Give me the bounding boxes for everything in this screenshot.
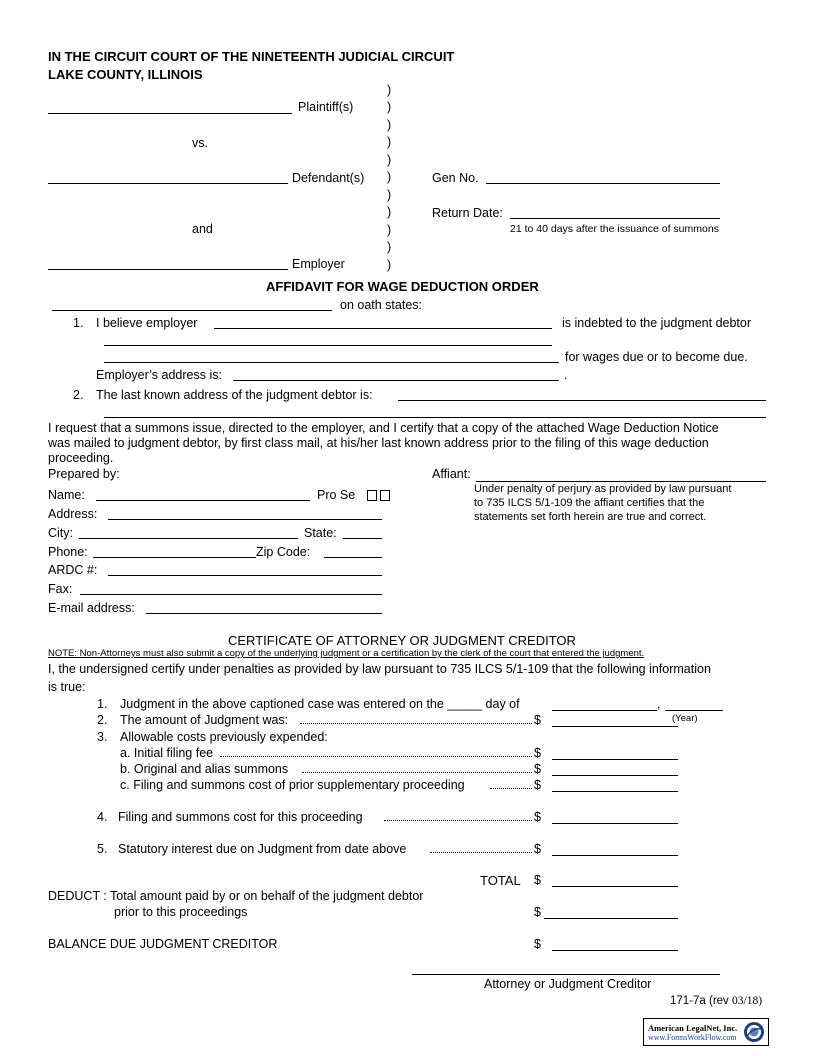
certificate-intro-1: I, the undersigned certify under penalties as provided by law pursuant to 735 ILCS 5/1-109 that the following information <box>48 662 711 676</box>
dollar-sign: $ <box>534 842 541 856</box>
paren: ) <box>387 240 392 254</box>
period: . <box>564 368 568 382</box>
affiant-label: Affiant: <box>432 467 471 481</box>
paren: ) <box>387 153 392 167</box>
item1-indebted: is indebted to the judgment debtor <box>562 316 752 330</box>
debtor-address-field[interactable] <box>398 400 766 401</box>
pro-se-checkbox-yes[interactable] <box>367 490 377 501</box>
dollar-sign: $ <box>534 937 541 951</box>
phone-field[interactable] <box>93 557 256 558</box>
debtor-address-field-2[interactable] <box>104 417 766 418</box>
dollar-sign: $ <box>534 810 541 824</box>
deduct-line-2: prior to this proceedings <box>114 905 248 919</box>
oath-label: on oath states: <box>340 298 423 312</box>
zip-field[interactable] <box>324 557 382 558</box>
and-label: and <box>192 222 213 236</box>
paren: ) <box>387 258 392 272</box>
dollar-sign: $ <box>534 746 541 760</box>
cert-item4-number: 4. <box>97 810 108 824</box>
total-label: TOTAL <box>480 873 521 888</box>
signature-label: Attorney or Judgment Creditor <box>484 977 652 991</box>
defendant-field[interactable] <box>48 183 288 184</box>
fax-label: Fax: <box>48 582 73 596</box>
affidavit-title: AFFIDAVIT FOR WAGE DEDUCTION ORDER <box>266 279 539 294</box>
cert-item2-label: The amount of Judgment was: <box>120 713 289 727</box>
city-field[interactable] <box>79 538 298 539</box>
request-line-3: proceeding. <box>48 451 114 465</box>
ardc-label: ARDC #: <box>48 563 98 577</box>
cert-item3c-label: c. Filing and summons cost of prior supplementary proceeding <box>120 778 465 792</box>
paren: ) <box>387 100 392 114</box>
state-field[interactable] <box>343 538 382 539</box>
cert-item3-number: 3. <box>97 730 108 744</box>
paren: ) <box>387 135 392 149</box>
employer-address-label: Employer’s address is: <box>96 368 222 382</box>
logo-url: www.FormsWorkFlow.com <box>648 1033 737 1042</box>
county-name: LAKE COUNTY, ILLINOIS <box>48 67 203 82</box>
paren: ) <box>387 205 392 219</box>
creditor-signature-field[interactable] <box>412 974 720 975</box>
prior-proceeding-cost-field[interactable] <box>552 791 678 792</box>
paren: ) <box>387 83 392 97</box>
gen-no-field[interactable] <box>486 183 720 184</box>
affiant-name-field[interactable] <box>52 310 332 311</box>
email-field[interactable] <box>146 613 382 614</box>
deduct-line-1: DEDUCT : Total amount paid by or on behalf of the judgment debtor <box>48 889 424 903</box>
dollar-sign: $ <box>534 873 541 887</box>
cert-item1-number: 1. <box>97 697 108 711</box>
state-label: State: <box>304 526 337 540</box>
employer-label: Employer <box>292 257 345 271</box>
judgment-year-field[interactable] <box>665 710 723 711</box>
item2-label: The last known address of the judgment debtor is: <box>96 388 373 402</box>
leader-dots <box>220 756 532 757</box>
certificate-intro-2: is true: <box>48 680 86 694</box>
return-date-label: Return Date: <box>432 206 503 220</box>
judgment-month-field[interactable] <box>552 710 657 711</box>
employer-name-field[interactable] <box>214 328 552 329</box>
debtor-name-field[interactable] <box>104 345 552 346</box>
certificate-title: CERTIFICATE OF ATTORNEY OR JUDGMENT CREDITOR <box>228 633 576 648</box>
american-legalnet-logo[interactable] <box>643 1018 769 1046</box>
gen-no-label: Gen No. <box>432 171 479 185</box>
address-label: Address: <box>48 507 98 521</box>
globe-icon <box>743 1021 765 1043</box>
affiant-note-2: to 735 ILCS 5/1-109 the affiant certifies that the <box>474 497 705 509</box>
name-field[interactable] <box>96 500 310 501</box>
pro-se-text: Pro Se <box>317 488 356 502</box>
revision-date: 03/18) <box>732 995 763 1007</box>
plaintiff-field[interactable] <box>48 113 292 114</box>
cert-item3-label: Allowable costs previously expended: <box>120 730 328 744</box>
return-date-field[interactable] <box>510 218 720 219</box>
item2-number: 2. <box>73 388 84 402</box>
name-label: Name: <box>48 488 85 502</box>
this-proceeding-cost-field[interactable] <box>552 823 678 824</box>
paren: ) <box>387 118 392 132</box>
affiant-signature-field[interactable] <box>476 481 766 482</box>
paren: ) <box>387 170 392 184</box>
email-label: E-mail address: <box>48 601 135 615</box>
request-line-2: was mailed to judgment debtor, by first class mail, at his/her last known address prior to the filing of this wage deduction <box>48 436 709 450</box>
city-label: City: <box>48 526 73 540</box>
cert-item5-label: Statutory interest due on Judgment from date above <box>118 842 407 856</box>
prepared-by-label: Prepared by: <box>48 467 120 481</box>
cert-item5-number: 5. <box>97 842 108 856</box>
phone-label: Phone: <box>48 545 88 559</box>
employer-address-field[interactable] <box>233 380 559 381</box>
logo-company: American LegalNet, Inc. <box>648 1023 738 1033</box>
item1-wages: for wages due or to become due. <box>565 350 748 364</box>
paren: ) <box>387 223 392 237</box>
cert-item3b-label: b. Original and alias summons <box>120 762 289 776</box>
deduct-field[interactable] <box>544 918 678 919</box>
pro-se-label <box>317 489 390 502</box>
leader-dots <box>302 772 532 773</box>
dollar-sign: $ <box>534 778 541 792</box>
ardc-field[interactable] <box>108 575 382 576</box>
address-field[interactable] <box>108 519 382 520</box>
vs-label: vs. <box>192 136 208 150</box>
dollar-sign: $ <box>534 713 541 727</box>
balance-field[interactable] <box>552 950 678 951</box>
zip-label: Zip Code: <box>256 545 311 559</box>
item1-label: I believe employer <box>96 316 198 330</box>
plaintiff-label: Plaintiff(s) <box>298 100 354 114</box>
dollar-sign: $ <box>534 762 541 776</box>
cert-item4-label: Filing and summons cost for this proceeding <box>118 810 363 824</box>
cert-item1-label: Judgment in the above captioned case was entered on the _____ day of <box>120 697 520 711</box>
dollar-sign: $ <box>534 905 541 919</box>
cert-item3a-label: a. Initial filing fee <box>120 746 214 760</box>
affiant-note-1: Under penalty of perjury as provided by law pursuant <box>474 483 732 495</box>
filing-fee-field[interactable] <box>552 759 678 760</box>
leader-dots <box>300 723 532 724</box>
item1-number: 1. <box>73 316 84 330</box>
affiant-note-3: statements set forth herein are true and correct. <box>474 511 707 523</box>
judgment-amount-field[interactable] <box>552 726 678 727</box>
fax-field[interactable] <box>80 594 382 595</box>
year-label: (Year) <box>672 713 698 724</box>
defendant-label: Defendant(s) <box>292 171 365 185</box>
leader-dots <box>430 852 532 853</box>
debtor-name-field-2[interactable] <box>104 362 559 363</box>
leader-dots <box>384 820 532 821</box>
total-field[interactable] <box>552 886 678 887</box>
interest-field[interactable] <box>552 855 678 856</box>
court-name: IN THE CIRCUIT COURT OF THE NINETEENTH JUDICIAL CIRCUIT <box>48 49 455 64</box>
employer-field[interactable] <box>48 269 288 270</box>
paren: ) <box>387 188 392 202</box>
pro-se-checkbox-no[interactable] <box>380 490 390 501</box>
form-number-text: 171-7a (rev <box>670 995 729 1007</box>
comma: , <box>657 697 661 711</box>
leader-dots <box>490 788 532 789</box>
cert-item2-number: 2. <box>97 713 108 727</box>
return-date-note: 21 to 40 days after the issuance of summons <box>510 223 719 235</box>
alias-summons-field[interactable] <box>552 775 678 776</box>
request-line-1: I request that a summons issue, directed to the employer, and I certify that a copy of the attached Wage Deduction Notice <box>48 421 719 435</box>
certificate-note: NOTE: Non-Attorneys must also submit a copy of the underlying judgment or a certification by the clerk of the court that entered the judgment. <box>48 648 645 659</box>
form-number <box>670 996 762 1008</box>
balance-label: BALANCE DUE JUDGMENT CREDITOR <box>48 937 278 951</box>
